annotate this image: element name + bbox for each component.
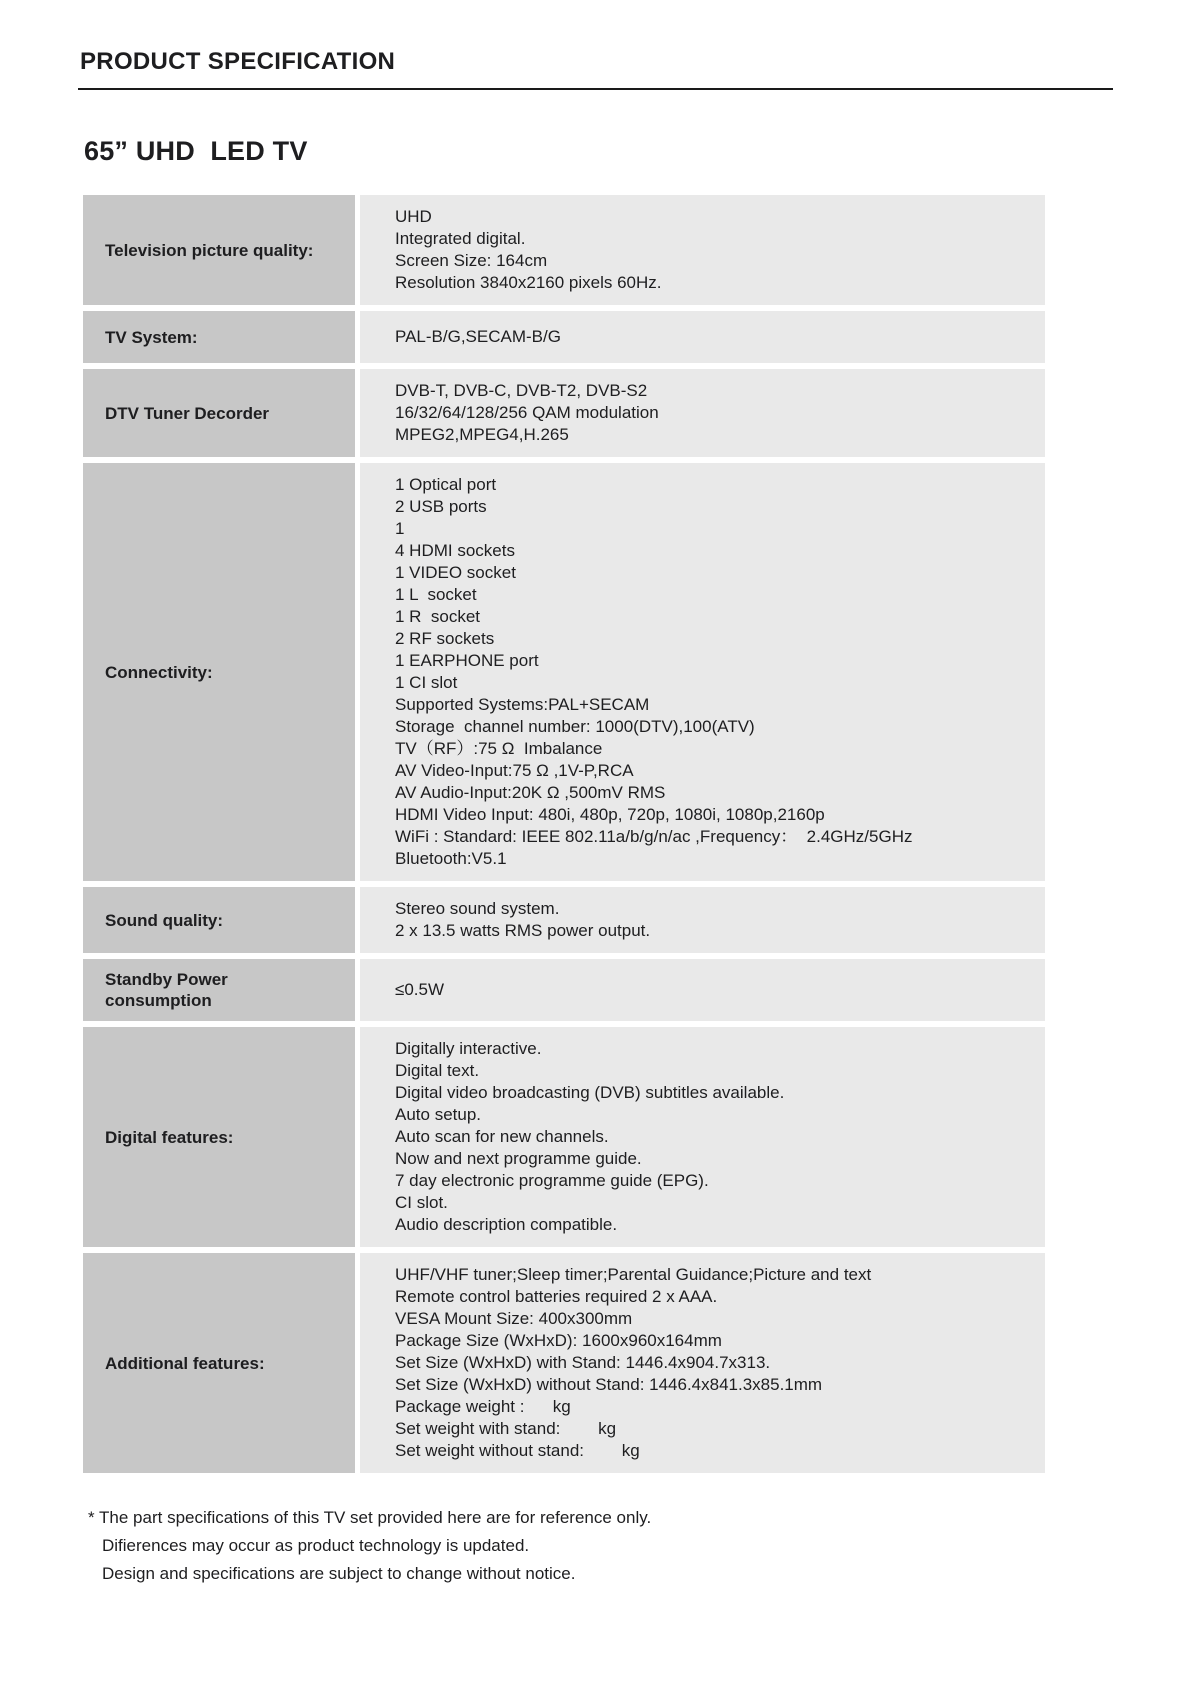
spec-value-line: 2 RF sockets	[395, 629, 495, 648]
spec-value-line: Bluetooth:V5.1	[395, 849, 507, 868]
spec-row	[83, 195, 1045, 305]
spec-value-line: 1 EARPHONE port	[395, 651, 539, 670]
footnote-line-2: Difierences may occur as product technology is updated.	[102, 1536, 530, 1555]
spec-value-line: Screen Size: 164cm	[395, 251, 548, 270]
spec-value-line: Auto setup.	[395, 1105, 482, 1124]
spec-value	[360, 959, 1045, 1021]
spec-label: Television picture quality:	[83, 195, 355, 305]
spec-value-line: Auto scan for new channels.	[395, 1127, 609, 1146]
spec-row	[83, 463, 1045, 881]
spec-value-line: HDMI Video Input: 480i, 480p, 720p, 1080i, 1080p,2160p	[395, 805, 825, 824]
spec-value-line: Digital text.	[395, 1061, 480, 1080]
spec-value-line: AV Audio-Input:20K Ω ,500mV RMS	[395, 783, 666, 802]
spec-label: Standby Power consumption	[83, 959, 355, 1021]
spec-value-line: 2 x 13.5 watts RMS power output.	[395, 921, 651, 940]
spec-label: Additional features:	[83, 1253, 355, 1473]
spec-value-line: Set weight without stand: kg	[395, 1441, 640, 1460]
spec-value-line: MPEG2,MPEG4,H.265	[395, 425, 569, 444]
spec-value-line: Resolution 3840x2160 pixels 60Hz.	[395, 273, 662, 292]
spec-table	[83, 195, 1045, 1473]
spec-value	[360, 311, 1045, 363]
spec-row	[83, 887, 1045, 953]
spec-value-line: 1 L socket	[395, 585, 477, 604]
spec-value-line: 2 USB ports	[395, 497, 487, 516]
spec-value-line: Audio description compatible.	[395, 1215, 618, 1234]
page-title: PRODUCT SPECIFICATION	[78, 42, 1113, 90]
spec-value-line: Integrated digital.	[395, 229, 526, 248]
spec-value-line: 4 HDMI sockets	[395, 541, 515, 560]
spec-value-line: Set weight with stand: kg	[395, 1419, 617, 1438]
spec-value-line: CI slot.	[395, 1193, 448, 1212]
spec-value-line: Stereo sound system.	[395, 899, 560, 918]
spec-label: DTV Tuner Decorder	[83, 369, 355, 457]
page-header	[78, 42, 1113, 90]
spec-row	[83, 959, 1045, 1021]
spec-value	[360, 887, 1045, 953]
spec-value-line: PAL-B/G,SECAM-B/G	[395, 327, 561, 346]
spec-row	[83, 311, 1045, 363]
spec-value-line: Set Size (WxHxD) with Stand: 1446.4x904.7x313.	[395, 1353, 771, 1372]
spec-value-line: 1 VIDEO socket	[395, 563, 516, 582]
spec-label: Sound quality:	[83, 887, 355, 953]
spec-value-line: WiFi : Standard: IEEE 802.11a/b/g/n/ac ,Frequency： 2.4GHz/5GHz	[395, 827, 913, 846]
spec-value-line: Remote control batteries required 2 x AAA.	[395, 1287, 718, 1306]
spec-value-line: Digital video broadcasting (DVB) subtitles available.	[395, 1083, 785, 1102]
spec-value-line: 7 day electronic programme guide (EPG).	[395, 1171, 709, 1190]
spec-value-line: Storage channel number: 1000(DTV),100(ATV)	[395, 717, 755, 736]
spec-value-line: 1 CI slot	[395, 673, 458, 692]
spec-label: Connectivity:	[83, 463, 355, 881]
spec-row	[83, 369, 1045, 457]
spec-value-line: Set Size (WxHxD) without Stand: 1446.4x841.3x85.1mm	[395, 1375, 823, 1394]
spec-row	[83, 1253, 1045, 1473]
spec-value	[360, 463, 1045, 881]
spec-value	[360, 195, 1045, 305]
spec-value-line: 1	[395, 519, 405, 538]
product-title: 65” UHD LED TV	[84, 136, 308, 166]
spec-value	[360, 1027, 1045, 1247]
spec-row	[83, 1027, 1045, 1247]
spec-value-line: DVB-T, DVB-C, DVB-T2, DVB-S2	[395, 381, 648, 400]
spec-value-line: 1 Optical port	[395, 475, 497, 494]
spec-value-line: TV（RF）:75 Ω Imbalance	[395, 739, 603, 758]
spec-value-line: ≤0.5W	[395, 980, 445, 999]
spec-label: TV System:	[83, 311, 355, 363]
spec-value-line: UHF/VHF tuner;Sleep timer;Parental Guidance;Picture and text	[395, 1265, 872, 1284]
spec-value-line: VESA Mount Size: 400x300mm	[395, 1309, 633, 1328]
spec-label: Digital features:	[83, 1027, 355, 1247]
spec-value-line: Now and next programme guide.	[395, 1149, 642, 1168]
spec-value-line: Package weight : kg	[395, 1397, 571, 1416]
spec-value-line: AV Video-Input:75 Ω ,1V-P,RCA	[395, 761, 634, 780]
spec-value-line: 16/32/64/128/256 QAM modulation	[395, 403, 659, 422]
spec-value-line: Package Size (WxHxD): 1600x960x164mm	[395, 1331, 722, 1350]
spec-value	[360, 1253, 1045, 1473]
spec-value-line: UHD	[395, 207, 432, 226]
footnote-line-1: * The part specifications of this TV set provided here are for reference only.	[88, 1508, 652, 1527]
footnotes	[88, 1505, 1113, 1586]
spec-value-line: Supported Systems:PAL+SECAM	[395, 695, 650, 714]
spec-value-line: 1 R socket	[395, 607, 481, 626]
footnote-line-3: Design and specifications are subject to change without notice.	[102, 1564, 576, 1583]
spec-value-line: Digitally interactive.	[395, 1039, 542, 1058]
spec-value	[360, 369, 1045, 457]
